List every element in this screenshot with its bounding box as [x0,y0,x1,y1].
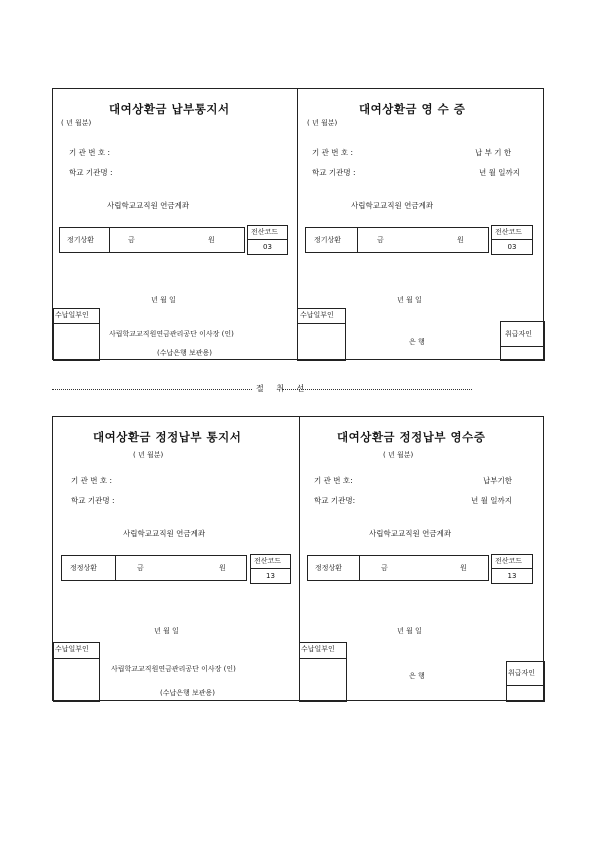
correction-receipt-date: 년 월 일 [397,627,422,635]
notice-code-label: 전산코드 [251,228,279,236]
divider [109,227,110,253]
correction-receipt-institution-no: 기 관 번 호: [314,476,353,485]
divider [53,323,100,324]
correction-receipt-repay-type: 정정상환 [315,564,343,572]
correction-receipt-code-label: 전산코드 [495,557,523,565]
notice-amount-label: 금 [128,236,135,244]
notice-code: 03 [263,243,272,251]
notice-title: 대여상환금 납부통지서 [109,102,230,116]
divider [491,568,533,569]
cut-line-label: 절 취 선 [256,384,310,393]
correction-notice-issuer: 사립학교교직원연금관리공단 이사장 (인) [111,665,236,673]
receipt-code-label: 전산코드 [495,228,523,236]
receipt-stamp-label: 수납일부인 [300,311,334,319]
notice-repay-type: 정기상환 [67,236,95,244]
correction-notice-school-name: 학교 기관명 : [71,496,115,505]
divider [359,555,360,581]
receipt-institution-no: 기 관 번 호 : [312,148,354,157]
divider [297,323,346,324]
divider [357,227,358,253]
receipt-section [297,89,543,359]
correction-receipt-deadline-value: 년 월 일까지 [471,496,512,505]
notice-institution-no: 기 관 번 호 : [69,148,111,157]
correction-receipt-school-name: 학교 기관명: [314,496,356,505]
receipt-title: 대여상환금 영 수 증 [359,102,466,116]
correction-notice-code-label: 전산코드 [254,557,282,565]
correction-notice-account: 사립학교교직원 연금계좌 [123,529,206,538]
correction-notice-repay-type: 정정상환 [70,564,98,572]
receipt-bank: 은 행 [409,338,425,346]
cut-dots-right [282,389,472,390]
notice-period: ( 년 월분) [61,119,92,127]
cut-line [52,383,472,393]
correction-notice-title: 대여상환금 정정납부 통지서 [93,430,242,444]
correction-receipt-handler-label: 취급자인 [508,669,536,677]
divider [115,555,116,581]
correction-notice-keeper: (수납은행 보관용) [160,689,216,697]
receipt-handler-label: 취급자인 [505,330,533,338]
notice-date: 년 월 일 [151,296,176,304]
receipt-code: 03 [507,243,517,251]
receipt-deadline-label: 납 부 기 한 [475,148,512,157]
correction-notice-date: 년 월 일 [154,627,179,635]
divider [500,346,545,347]
receipt-repay-type: 정기상환 [314,236,342,244]
receipt-period: ( 년 월분) [307,119,338,127]
divider [250,568,291,569]
receipt-handler-box [500,321,545,361]
receipt-amount-label: 금 [377,236,384,244]
notice-stamp-label: 수납일부인 [55,311,89,319]
correction-notice-won: 원 [219,564,226,572]
payment-notice-section [53,89,298,359]
correction-receipt-stamp-label: 수납일부인 [301,645,335,653]
correction-receipt-period: ( 년 월분) [383,451,414,459]
receipt-date: 년 월 일 [397,296,422,304]
repayment-form-correction [52,416,544,701]
divider [247,239,288,240]
divider [506,685,545,686]
correction-receipt-bank: 은 행 [409,672,425,680]
cut-dots-left [52,389,252,390]
correction-notice-section [53,417,300,700]
correction-receipt-deadline-label: 납부기한 [483,476,512,485]
notice-issuer: 사립학교교직원연금관리공단 이사장 (인) [109,330,234,338]
notice-keeper: (수납은행 보관용) [157,349,213,357]
correction-receipt-amount-label: 금 [381,564,388,572]
repayment-form-regular [52,88,544,360]
correction-notice-amount-label: 금 [137,564,144,572]
divider [53,658,100,659]
correction-notice-period: ( 년 월분) [133,451,164,459]
notice-won: 원 [208,236,215,244]
receipt-school-name: 학교 기관명 : [312,168,356,177]
correction-receipt-code: 13 [507,572,517,580]
divider [299,658,347,659]
receipt-deadline-value: 년 월 일까지 [479,168,520,177]
correction-receipt-handler-box [506,661,545,702]
correction-notice-institution-no: 기 관 번 호 : [71,476,113,485]
receipt-account: 사립학교교직원 연금계좌 [351,201,434,210]
correction-notice-code: 13 [266,572,275,580]
correction-receipt-title: 대여상환금 정정납부 영수증 [337,430,486,444]
correction-receipt-won: 원 [460,564,467,572]
notice-account: 사립학교교직원 연금계좌 [107,201,190,210]
correction-notice-stamp-label: 수납일부인 [55,645,89,653]
receipt-won: 원 [457,236,464,244]
correction-receipt-account: 사립학교교직원 연금계좌 [369,529,452,538]
notice-school-name: 학교 기관명 : [69,168,113,177]
divider [491,239,533,240]
correction-receipt-section [299,417,543,700]
